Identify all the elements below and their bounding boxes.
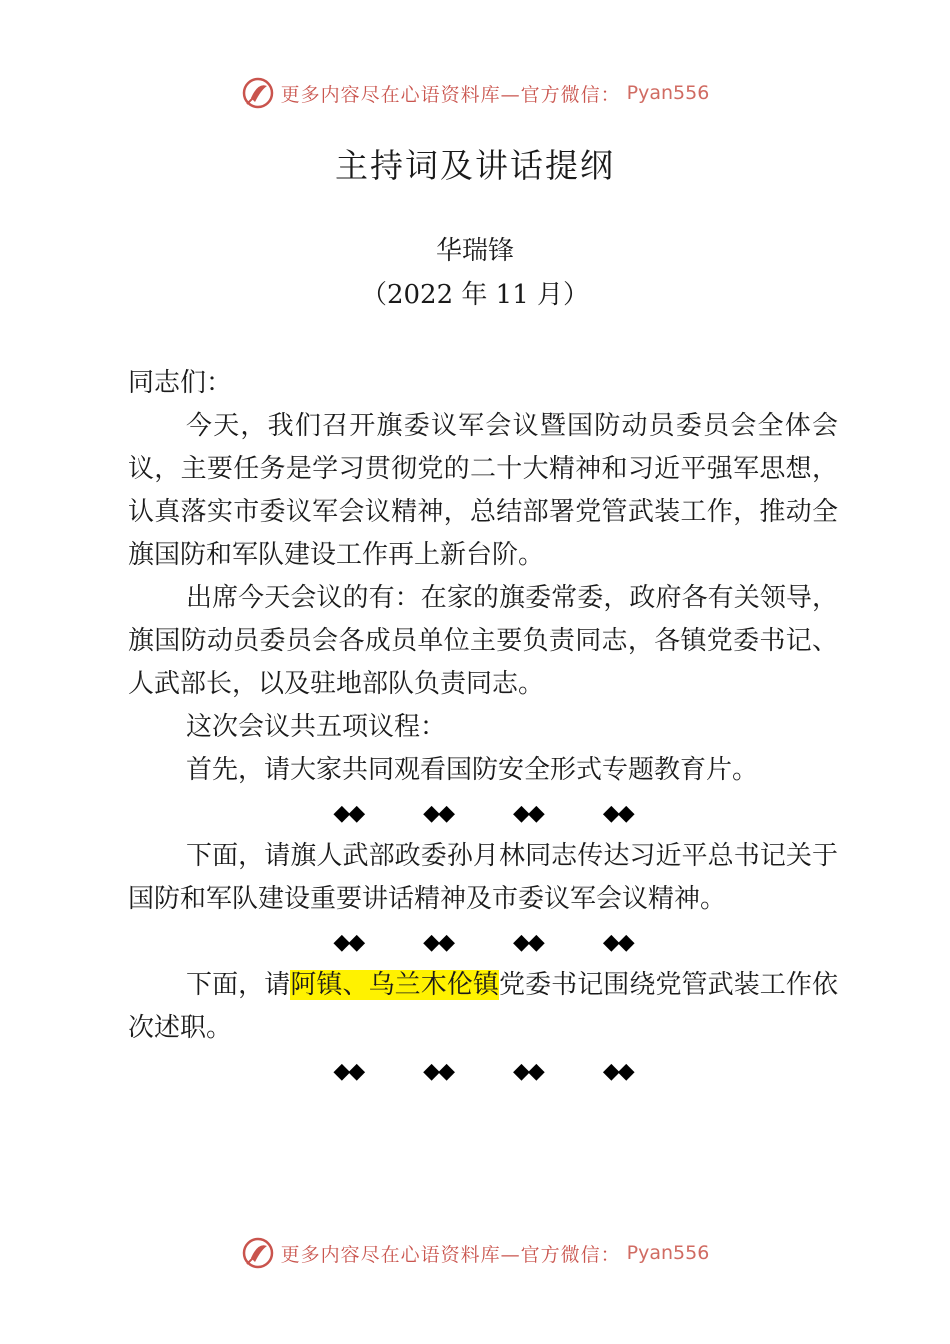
separator-mark: ◆◆ [513,801,543,826]
watermark-text: 更多内容尽在心语资料库—官方微信： [280,83,621,106]
watermark-text: 更多内容尽在心语资料库—官方微信： [280,1243,621,1266]
highlighted-text: 阿镇、乌兰木伦镇 [290,970,499,1000]
separator-mark: ◆◆ [602,1059,633,1084]
separator-mark: ◆◆ [513,930,543,955]
watermark-wechat: Pyan556 [626,1242,710,1264]
separator-mark: ◆◆ [602,930,633,955]
watermark-wechat: Pyan556 [626,82,710,104]
item3-post: 党委书记围绕党管武装工作依次述职。 [128,970,838,1043]
separator-mark: ◆◆ [513,1059,543,1084]
document-title: 主持词及讲话提纲 [335,146,615,185]
agenda-item-1: 首先，请大家共同观看国防安全形式专题教育片。 [186,755,759,785]
separator [128,792,838,835]
attendees-list: 在家的旗委常委，政府各有关领导，旗国防动员委员会各成员单位主要负责同志，各镇党委书记、人武部长，以及驻地部队负责同志。 [128,583,838,699]
document-body [128,362,838,1093]
separator-mark: ◆◆ [602,801,633,826]
salutation: 同志们： [128,368,233,398]
separator-mark: ◆◆ [333,801,364,826]
agenda-intro: 这次会议共五项议程： [186,712,447,742]
watermark-footer [0,1236,950,1270]
separator-mark: ◆◆ [333,930,364,955]
author: 华瑞锋 [435,236,514,266]
paragraph-intro: 今天，我们召开旗委议军会议暨国防动员委员会全体会议，主要任务是学习贯彻党的二十大精神和习近平强军思想，认真落实市委议军会议精神，总结部署党管武装工作，推动全旗国防和军队建设工作再上新台阶。 [128,411,838,570]
separator-mark: ◆◆ [333,1059,364,1084]
separator-mark: ◆◆ [423,801,453,826]
separator-mark: ◆◆ [423,1059,453,1084]
logo-icon [241,76,275,110]
date: （2022 年 11 月） [360,280,590,310]
separator [128,1050,838,1093]
item3-pre: 下面，请 [186,970,291,1000]
attendees-lead: 出席今天会议的有： [186,583,421,613]
agenda-item-2: 下面，请旗人武部政委孙月林同志传达习近平总书记关于国防和军队建设重要讲话精神及市委议军会议精神。 [128,841,838,914]
watermark-header [0,76,950,110]
separator-mark: ◆◆ [423,930,453,955]
logo-icon [241,1236,275,1270]
separator [128,921,838,964]
agenda-item-3 [128,964,838,1050]
paragraph-attendees [128,577,838,706]
